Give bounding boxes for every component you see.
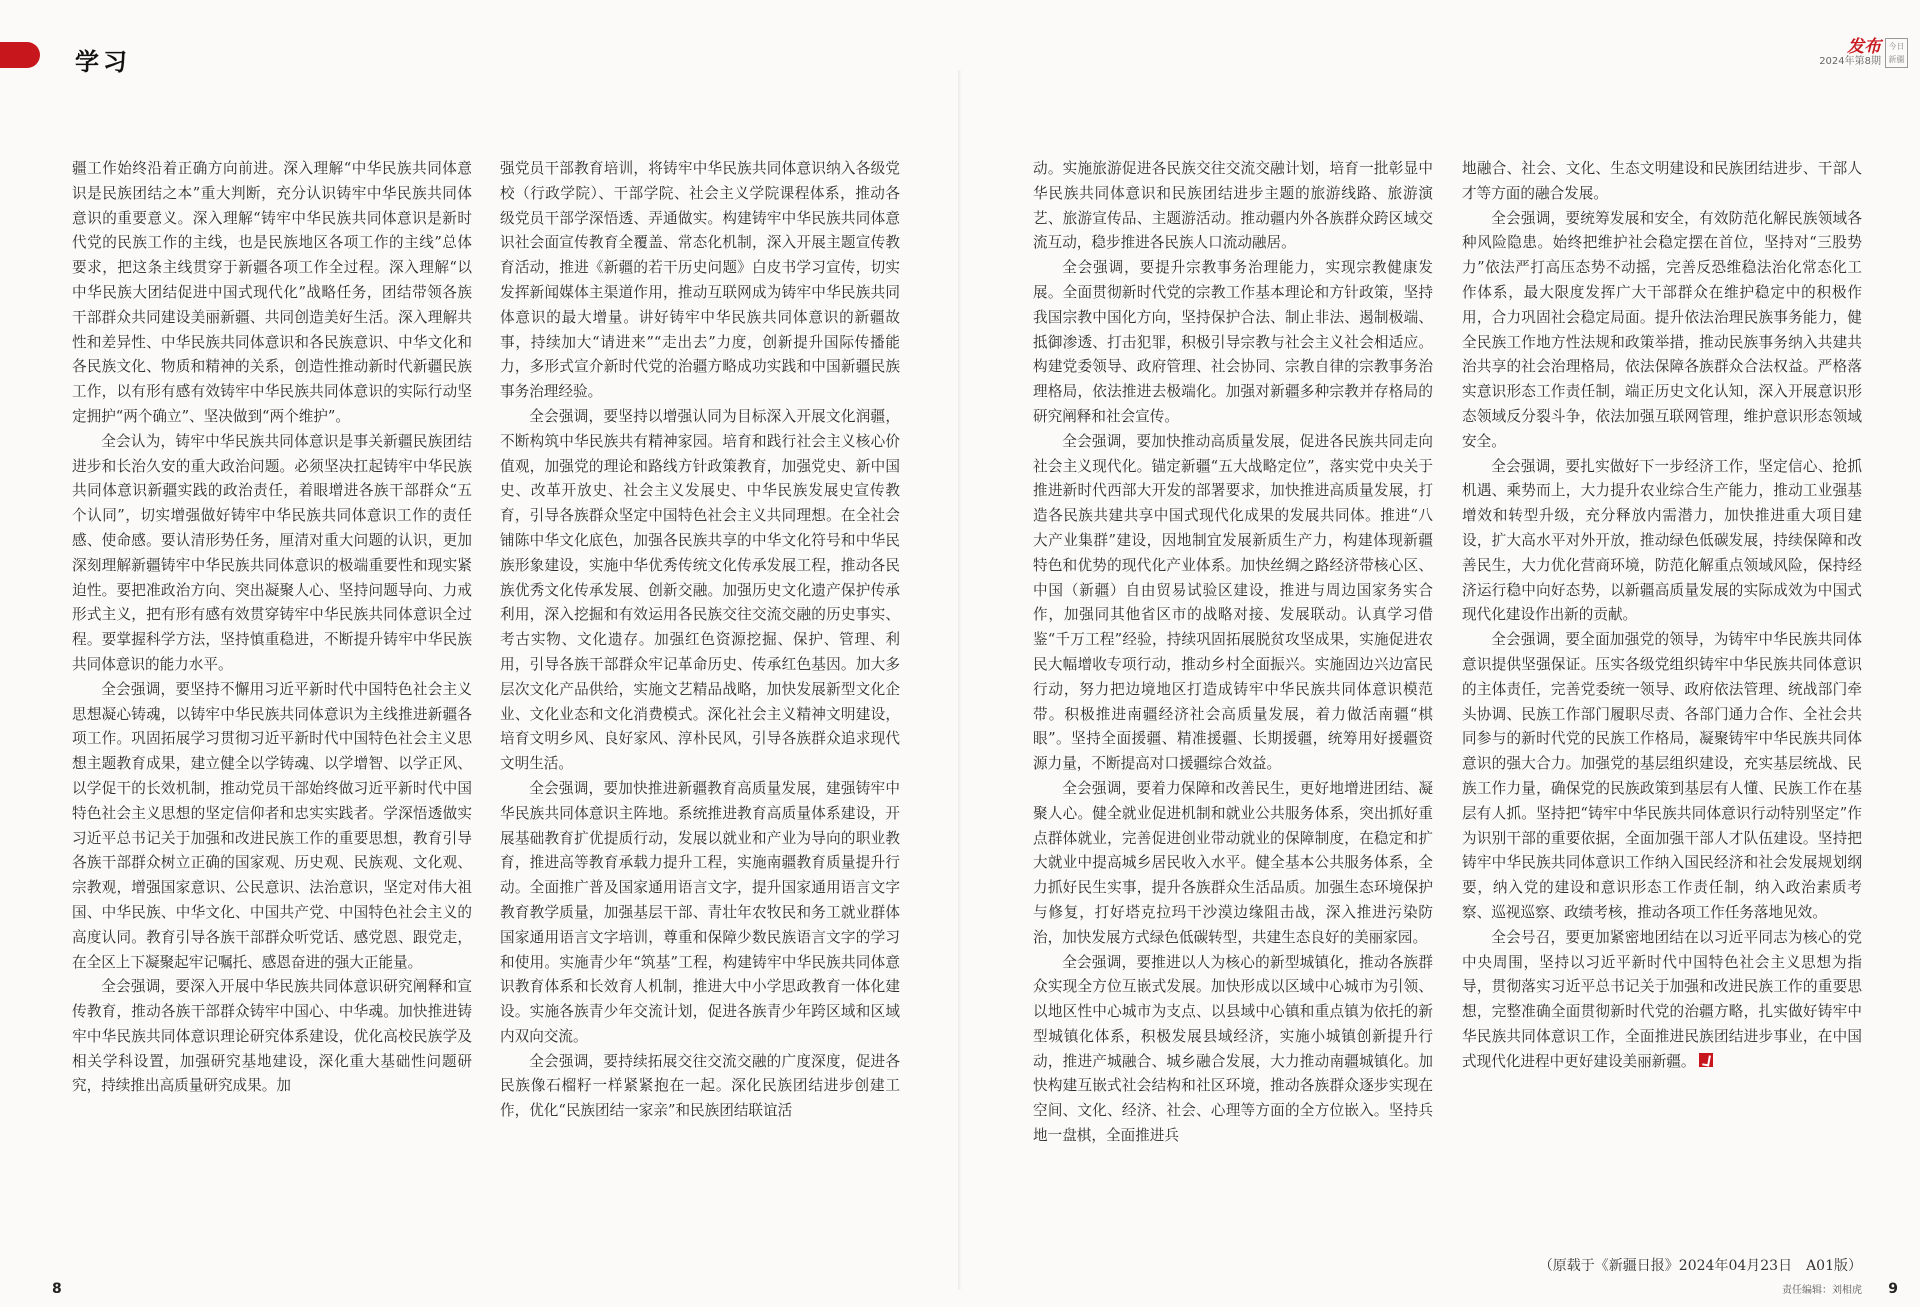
text-column-4 bbox=[1462, 157, 1862, 1074]
text-column-3 bbox=[1033, 157, 1433, 1149]
brand-logo: 今日新疆 bbox=[1885, 38, 1908, 68]
paragraph: 全会强调，要统筹发展和安全，有效防范化解民族领域各种风险隐患。始终把维护社会稳定摆在首位，坚持对“三股势力”依法严打高压态势不动摇，完善反恐维稳法治化常态化工作体系，最大限度发挥广大干部群众在维护稳定中的积极作用，合力巩固社会稳定局面。提升依法治理民族事务能力，健全民族工作地方性法规和政策举措，推动民族事务纳入共建共治共享的社会治理格局，依法保障各族群众合法权益。严格落实意识形态工作责任制，端正历史文化认知，深入开展意识形态领域反分裂斗争，依法加强互联网管理，维护意识形态领域安全。 bbox=[1462, 209, 1862, 450]
paragraph: 全会强调，要持续拓展交往交流交融的广度深度，促进各民族像石榴籽一样紧紧抱在一起。深化民族团结进步创建工作，优化“民族团结一家亲”和民族团结联谊活 bbox=[500, 1052, 900, 1120]
paragraph: 全会强调，要着力保障和改善民生，更好地增进团结、凝聚人心。健全就业促进机制和就业公共服务体系，突出抓好重点群体就业，完善促进创业带动就业的保障制度，在稳定和扩大就业中提高城乡居民收入水平。健全基本公共服务体系，全力抓好民生实事，提升各族群众生活品质。加强生态环境保护与修复，打好塔克拉玛干沙漠边缘阻击战，深入推进污染防治，加快发展方式绿色低碳转型，共建生态良好的美丽家园。 bbox=[1033, 779, 1433, 946]
section-tab-marker bbox=[0, 42, 40, 68]
section-title: 学习 bbox=[75, 48, 131, 76]
paragraph: 地融合、社会、文化、生态文明建设和民族团结进步、干部人才等方面的融合发展。 bbox=[1462, 160, 1862, 202]
paragraph: 全会强调，要推进以人为核心的新型城镇化，推动各族群众实现全方位互嵌式发展。加快形成以区域中心城市为引领、以地区性中心城市为支点、以县域中心镇和重点镇为依托的新型城镇化体系，积极发展县域经济，实施小城镇创新提升行动，推进产城融合、城乡融合发展，大力推动南疆城镇化。加快构建互嵌式社会结构和社区环境，推动各族群众逐步实现在空间、文化、经济、社会、心理等方面的全方位嵌入。坚持兵地一盘棋，全面推进兵 bbox=[1033, 953, 1433, 1145]
paragraph: 全会强调，要坚持不懈用习近平新时代中国特色社会主义思想凝心铸魂，以铸牢中华民族共同体意识为主线推进新疆各项工作。巩固拓展学习贯彻习近平新时代中国特色社会主义思想主题教育成果，建立健全以学铸魂、以学增智、以学正风、以学促干的长效机制，推动党员干部始终做习近平新时代中国特色社会主义思想的坚定信仰者和忠实实践者。学深悟透做实习近平总书记关于加强和改进民族工作的重要思想，教育引导各族干部群众树立正确的国家观、历史观、民族观、文化观、宗教观，增强国家意识、公民意识、法治意识，坚定对伟大祖国、中华民族、中华文化、中国共产党、中国特色社会主义的高度认同。教育引导各族干部群众听党话、感党恩、跟党走，在全区上下凝聚起牢记嘱托、感恩奋进的强大正能量。 bbox=[72, 680, 472, 971]
text-column-1 bbox=[72, 157, 472, 1099]
paragraph: 全会强调，要深入开展中华民族共同体意识研究阐释和宣传教育，推动各族干部群众铸牢中国心、中华魂。加快推进铸牢中华民族共同体意识理论研究体系建设，优化高校民族学及相关学科设置，加强研究基地建设，深化重大基础性问题研究，持续推出高质量研究成果。加 bbox=[72, 978, 472, 1095]
page-number-right: 9 bbox=[1888, 1281, 1898, 1297]
paragraph: 全会强调，要坚持以增强认同为目标深入开展文化润疆，不断构筑中华民族共有精神家园。培育和践行社会主义核心价值观，加强党的理论和路线方针政策教育，加强党史、新中国史、改革开放史、社会主义发展史、中华民族发展史宣传教育，引导各族群众坚定中国特色社会主义共同理想。在全社会铺陈中华文化底色，加强各民族共享的中华文化符号和中华民族形象建设，实施中华优秀传统文化传承发展工程，推动各民族优秀文化传承发展、创新交融。加强历史文化遗产保护传承利用，深入挖掘和有效运用各民族交往交流交融的历史事实、考古实物、文化遗存。加强红色资源挖掘、保护、管理、利用，引导各族干部群众牢记革命历史、传承红色基因。加大多层次文化产品供给，实施文艺精品战略，加快发展新型文化企业、文化业态和文化消费模式。深化社会主义精神文明建设，培育文明乡风、良好家风、淳朴民风，引导各族群众追求现代文明生活。 bbox=[500, 407, 900, 773]
source-note: （原载于《新疆日报》2024年04月23日 A01版） bbox=[1538, 1258, 1862, 1274]
paragraph: 全会强调，要加快推进新疆教育高质量发展，建强铸牢中华民族共同体意识主阵地。系统推进教育高质量体系建设，开展基础教育扩优提质行动，发展以就业和产业为导向的职业教育，推进高等教育承载力提升工程，实施南疆教育质量提升行动。全面推广普及国家通用语言文字，提升国家通用语言文字教育教学质量，加强基层干部、青壮年农牧民和务工就业群体国家通用语言文字培训，尊重和保障少数民族语言文字的学习和使用。实施青少年“筑基”工程，构建铸牢中华民族共同体意识教育体系和长效育人机制，推进大中小学思政教育一体化建设。实施各族青少年交流计划，促进各族青少年跨区域和区域内双向交流。 bbox=[500, 779, 900, 1045]
page-spine bbox=[958, 70, 962, 1290]
paragraph: 全会强调，要扎实做好下一步经济工作，坚定信心、抢抓机遇、乘势而上，大力提升农业综合生产能力，推动工业强基增效和转型升级，充分释放内需潜力，加快推进重大项目建设，扩大高水平对外开放，推动绿色低碳发展，持续保障和改善民生，大力优化营商环境，防范化解重点领域风险，保持经济运行稳中向好态势，以新疆高质量发展的实际成效为中国式现代化建设作出新的贡献。 bbox=[1462, 457, 1862, 624]
issue-number: 2024年第8期 bbox=[1819, 56, 1881, 67]
paragraph: 强党员干部教育培训，将铸牢中华民族共同体意识纳入各级党校（行政学院）、干部学院、社会主义学院课程体系，推动各级党员干部学深悟透、弄通做实。构建铸牢中华民族共同体意识社会面宣传教育全覆盖、常态化机制，深入开展主题宣传教育活动，推进《新疆的若干历史问题》白皮书学习宣传，切实发挥新闻媒体主渠道作用，推动互联网成为铸牢中华民族共同体意识的最大增量。讲好铸牢中华民族共同体意识的新疆故事，持续加大“请进来”“走出去”力度，创新提升国际传播能力，多形式宣介新时代党的治疆方略成功实践和中国新疆民族事务治理经验。 bbox=[500, 160, 900, 401]
paragraph: 动。实施旅游促进各民族交往交流交融计划，培育一批彰显中华民族共同体意识和民族团结进步主题的旅游线路、旅游演艺、旅游宣传品、主题游活动。推动疆内外各族群众跨区域交流互动，稳步推进各民族人口流动融居。 bbox=[1033, 160, 1433, 252]
paragraph: 疆工作始终沿着正确方向前进。深入理解“中华民族共同体意识是民族团结之本”重大判断，充分认识铸牢中华民族共同体意识的重要意义。深入理解“铸牢中华民族共同体意识是新时代党的民族工作的主线，也是民族地区各项工作的主线”总体要求，把这条主线贯穿于新疆各项工作全过程。深入理解“以中华民族大团结促进中国式现代化”战略任务，团结带领各族干部群众共同建设美丽新疆、共同创造美好生活。深入理解共性和差异性、中华民族共同体意识和各民族意识、中华文化和各民族文化、物质和精神的关系，创造性推动新时代新疆民族工作，以有形有感有效铸牢中华民族共同体意识的实际行动坚定拥护“两个确立”、坚决做到“两个维护”。 bbox=[72, 160, 472, 425]
paragraph: 全会强调，要加快推动高质量发展，促进各民族共同走向社会主义现代化。锚定新疆“五大战略定位”，落实党中央关于推进新时代西部大开发的部署要求，加快推进高质量发展，打造各民族共建共享中国式现代化成果的发展共同体。推进“八大产业集群”建设，因地制宜发展新质生产力，构建体现新疆特色和优势的现代化产业体系。加快丝绸之路经济带核心区、中国（新疆）自由贸易试验区建设，推进与周边国家务实合作，加强同其他省区市的战略对接、发展联动。认真学习借鉴“千万工程”经验，持续巩固拓展脱贫攻坚成果，实施促进农民大幅增收专项行动，推动乡村全面振兴。实施固边兴边富民行动，努力把边境地区打造成铸牢中华民族共同体意识模范带。积极推进南疆经济社会高质量发展，着力做活南疆“棋眼”。坚持全面援疆、精准援疆、长期援疆，统筹用好援疆资源力量，不断提高对口援疆综合效益。 bbox=[1033, 432, 1433, 773]
text-column-2 bbox=[500, 157, 900, 1124]
paragraph: 全会强调，要提升宗教事务治理能力，实现宗教健康发展。全面贯彻新时代党的宗教工作基本理论和方针政策，坚持我国宗教中国化方向，坚持保护合法、制止非法、遏制极端、抵御渗透、打击犯罪，积极引导宗教与社会主义社会相适应。构建党委领导、政府管理、社会协同、宗教自律的宗教事务治理格局，依法推进去极端化。加强对新疆多种宗教并存格局的研究阐释和社会宣传。 bbox=[1033, 259, 1433, 425]
page-number-left: 8 bbox=[52, 1281, 62, 1297]
end-of-article-icon bbox=[1699, 1053, 1713, 1067]
brand-name: 发布 bbox=[1847, 37, 1881, 57]
publication-brand bbox=[1819, 38, 1908, 68]
paragraph: 全会认为，铸牢中华民族共同体意识是事关新疆民族团结进步和长治久安的重大政治问题。必须坚决扛起铸牢中华民族共同体意识新疆实践的政治责任，着眼增进各族干部群众“五个认同”，切实增强做好铸牢中华民族共同体意识工作的责任感、使命感。要认清形势任务，厘清对重大问题的认识，更加深刻理解新疆铸牢中华民族共同体意识的极端重要性和现实紧迫性。要把准政治方向、突出凝聚人心、坚持问题导向、力戒形式主义，把有形有感有效贯穿铸牢中华民族共同体意识全过程。要掌握科学方法，坚持慎重稳进，不断提升铸牢中华民族共同体意识的能力水平。 bbox=[72, 432, 472, 673]
paragraph: 全会号召，要更加紧密地团结在以习近平同志为核心的党中央周围，坚持以习近平新时代中国特色社会主义思想为指导，贯彻落实习近平总书记关于加强和改进民族工作的重要思想，完整准确全面贯彻新时代党的治疆方略，扎实做好铸牢中华民族共同体意识工作，全面推进民族团结进步事业，在中国式现代化进程中更好建设美丽新疆。 bbox=[1462, 928, 1862, 1070]
editor-credit: 责任编辑：刘相虎 bbox=[1782, 1285, 1862, 1296]
paragraph: 全会强调，要全面加强党的领导，为铸牢中华民族共同体意识提供坚强保证。压实各级党组织铸牢中华民族共同体意识的主体责任，完善党委统一领导、政府依法管理、统战部门牵头协调、民族工作部门履职尽责、各部门通力合作、全社会共同参与的新时代党的民族工作格局，凝聚铸牢中华民族共同体意识的强大合力。加强党的基层组织建设，充实基层统战、民族工作力量，确保党的民族政策到基层有人懂、民族工作在基层有人抓。坚持把“铸牢中华民族共同体意识行动特别坚定”作为识别干部的重要依据，全面加强干部人才队伍建设。坚持把铸牢中华民族共同体意识工作纳入国民经济和社会发展规划纲要，纳入党的建设和意识形态工作责任制，纳入政治素质考察、巡视巡察、政绩考核，推动各项工作任务落地见效。 bbox=[1462, 631, 1862, 921]
